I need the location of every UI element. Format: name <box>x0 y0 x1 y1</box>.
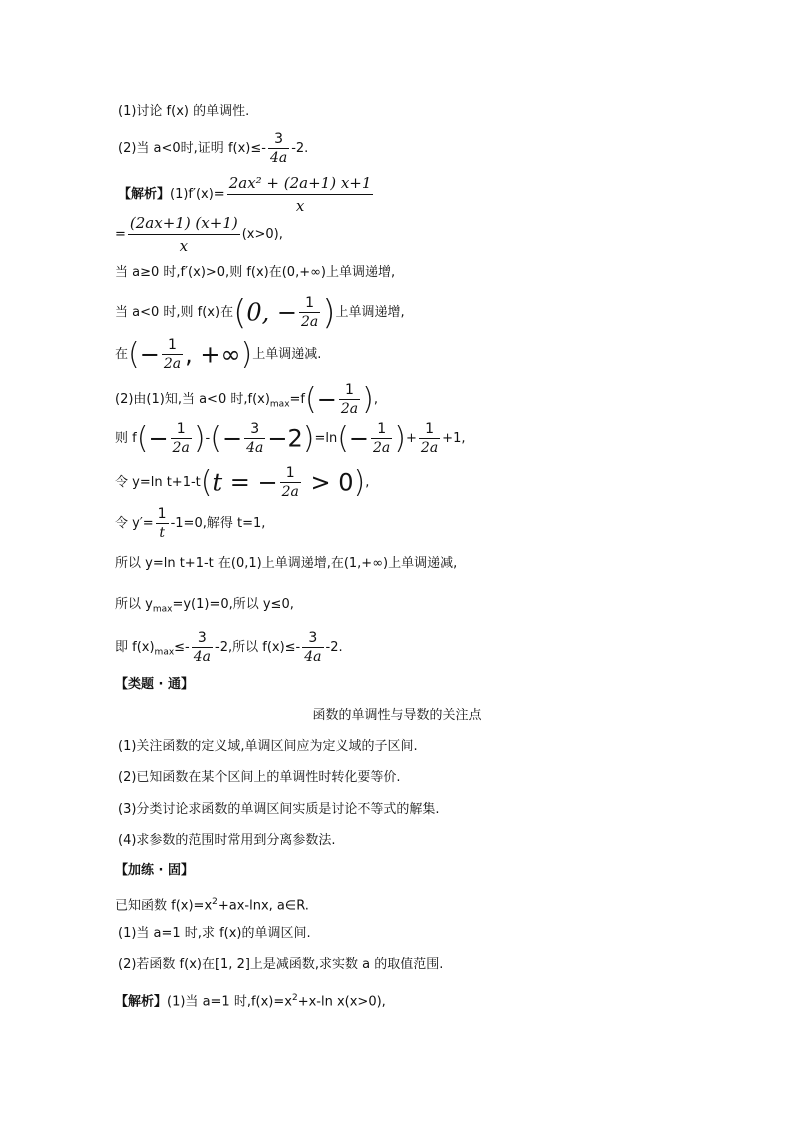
text: ≤- <box>174 640 190 655</box>
text: -1=0,解得 t=1, <box>170 516 266 531</box>
practice-question-1: (1)当 a=1 时,求 f(x)的单调区间. <box>118 926 311 941</box>
minus-sign: − <box>221 424 243 453</box>
fraction-numerator: 3 <box>274 131 284 147</box>
text: =y(1)=0,所以 y≤0, <box>172 597 294 612</box>
interval-end: , +∞ <box>185 340 241 369</box>
fraction-denominator: 2a <box>172 440 190 456</box>
y-max <box>115 597 294 618</box>
text: 则 f <box>115 431 137 446</box>
text: =ln <box>314 431 338 446</box>
text: =f <box>289 392 305 407</box>
minus-sign: − <box>148 424 169 453</box>
domain-note: (x>0), <box>241 227 283 242</box>
subscript: max <box>154 647 175 658</box>
right-paren: ) <box>193 420 206 456</box>
fraction <box>280 464 301 501</box>
fraction-denominator: 4a <box>304 649 322 665</box>
text: 上单调递减. <box>252 347 322 362</box>
fraction-numerator: 3 <box>250 421 260 437</box>
fraction <box>156 505 169 542</box>
text: 已知函数 f(x)=x <box>115 898 213 914</box>
fraction <box>128 212 240 257</box>
point-4: (4)求参数的范围时常用到分离参数法. <box>118 833 336 848</box>
fraction-numerator: 1 <box>345 382 354 398</box>
case-a-neg-increasing <box>115 294 405 331</box>
text: 令 y′= <box>115 516 154 531</box>
superscript: 2 <box>212 897 218 907</box>
fraction-denominator: 4a <box>246 440 264 456</box>
text: 上单调递增, <box>335 305 405 320</box>
text: -2. <box>325 640 343 655</box>
section-title: 函数的单调性与导数的关注点 <box>312 708 482 723</box>
text: −2 <box>267 424 303 453</box>
right-paren: ) <box>240 336 253 372</box>
text: (2)由(1)知,当 a<0 时,f(x) <box>115 392 270 407</box>
point-3: (3)分类讨论求函数的单调区间实质是讨论不等式的解集. <box>118 802 440 817</box>
case-a-nonneg: 当 a≥0 时,f′(x)>0,则 f(x)在(0,+∞)上单调递增, <box>115 265 396 280</box>
text: , <box>373 392 378 407</box>
right-paren: ) <box>302 420 315 456</box>
fraction-denominator: 4a <box>269 150 288 166</box>
fraction <box>339 381 360 418</box>
fraction-numerator: 2ax² + (2a+1) x+1 <box>228 174 372 192</box>
interval-start: 0, − <box>246 298 297 327</box>
fraction-numerator: 1 <box>157 506 167 522</box>
fraction-denominator: 2a <box>340 401 359 417</box>
category-label: 【类题 · 通】 <box>115 677 194 692</box>
text: + <box>406 431 417 446</box>
given-function <box>115 894 309 914</box>
fraction <box>419 420 440 457</box>
fraction-denominator: 2a <box>373 440 391 456</box>
solution-label: 【解析】 <box>118 187 171 202</box>
fraction <box>299 294 320 331</box>
let-y <box>115 464 369 501</box>
fraction-numerator: 3 <box>308 630 318 646</box>
question-1: (1)讨论 f(x) 的单调性. <box>118 104 250 119</box>
fraction <box>162 336 183 373</box>
text: 令 y=ln t+1-t <box>115 475 201 490</box>
text: , <box>365 475 370 490</box>
question-2 <box>118 130 308 167</box>
fraction-numerator: 1 <box>305 295 315 311</box>
derivative-factored <box>115 212 283 257</box>
solution-derivative <box>118 172 375 217</box>
fraction-denominator: x <box>128 234 240 257</box>
part2-max <box>115 381 378 418</box>
fraction-numerator: 1 <box>425 421 434 437</box>
text: 在 <box>115 347 129 362</box>
fraction-denominator: 2a <box>420 440 439 456</box>
fraction <box>192 629 213 666</box>
fraction <box>171 420 192 457</box>
fraction-numerator: 1 <box>176 421 186 437</box>
minus-sign: − <box>348 424 370 453</box>
text: > 0 <box>302 468 354 497</box>
fraction <box>302 629 323 666</box>
fraction <box>371 420 392 457</box>
fraction-numerator: 3 <box>197 630 207 646</box>
left-paren: ( <box>233 292 247 333</box>
right-paren: ) <box>353 464 366 500</box>
q2-prefix: (2)当 a<0时,证明 f(x)≤- <box>118 141 266 156</box>
text: -2,所以 f(x)≤- <box>215 640 301 655</box>
left-paren: ( <box>136 420 149 456</box>
left-paren: ( <box>200 464 213 500</box>
text: +1, <box>442 431 466 446</box>
practice-question-2: (2)若函数 f(x)在[1, 2]上是减函数,求实数 a 的取值范围. <box>118 957 444 972</box>
let-y-derivative <box>115 505 265 542</box>
text: 所以 y <box>115 597 153 612</box>
q2-suffix: -2. <box>291 141 309 156</box>
fraction-denominator: 2a <box>300 314 319 330</box>
superscript: 2 <box>291 993 298 1003</box>
monotonic-y: 所以 y=ln t+1-t 在(0,1)上单调递增,在(1,+∞)上单调递减, <box>115 556 458 571</box>
part2-difference <box>115 420 465 457</box>
minus-sign: − <box>316 385 337 414</box>
case-a-neg-decreasing <box>115 336 321 373</box>
text: t = − <box>212 468 278 497</box>
subscript: max <box>269 399 290 410</box>
minus-sign: − <box>139 340 160 369</box>
fraction-denominator: 2a <box>281 484 299 500</box>
fraction-denominator: 4a <box>193 649 212 665</box>
left-paren: ( <box>210 420 222 456</box>
equals-sign: = <box>115 227 126 242</box>
fraction <box>227 172 374 217</box>
fraction-numerator: (2ax+1) (x+1) <box>129 214 238 232</box>
right-paren: ) <box>322 292 336 333</box>
practice-label: 【加练 · 固】 <box>115 863 194 878</box>
fraction-denominator: x <box>227 194 374 217</box>
fraction-denominator: 2a <box>163 356 182 372</box>
left-paren: ( <box>305 381 317 417</box>
derivative-lhs: (1)f′(x)= <box>170 187 225 202</box>
fraction-numerator: 1 <box>168 337 177 353</box>
right-paren: ) <box>394 420 406 456</box>
text: +x-ln x(x>0), <box>297 994 386 1010</box>
text: (1)当 a=1 时,f(x)=x <box>167 994 292 1010</box>
text: 即 f(x) <box>115 640 155 655</box>
fraction-denominator: t <box>156 523 169 542</box>
text: - <box>205 431 211 446</box>
fraction <box>244 420 265 457</box>
conclusion <box>115 629 343 666</box>
left-paren: ( <box>128 336 140 372</box>
right-paren: ) <box>362 381 374 417</box>
fraction <box>268 130 289 167</box>
fraction-numerator: 1 <box>377 421 387 437</box>
fraction-numerator: 1 <box>285 465 295 481</box>
left-paren: ( <box>337 420 349 456</box>
point-1: (1)关注函数的定义域,单调区间应为定义域的子区间. <box>118 739 418 754</box>
subscript: max <box>152 604 173 615</box>
solution-label: 【解析】 <box>115 994 168 1010</box>
practice-solution <box>115 990 386 1010</box>
text: 当 a<0 时,则 f(x)在 <box>115 305 234 320</box>
point-2: (2)已知函数在某个区间上的单调性时转化要等价. <box>118 770 401 785</box>
text: +ax-lnx, a∈R. <box>217 898 309 914</box>
